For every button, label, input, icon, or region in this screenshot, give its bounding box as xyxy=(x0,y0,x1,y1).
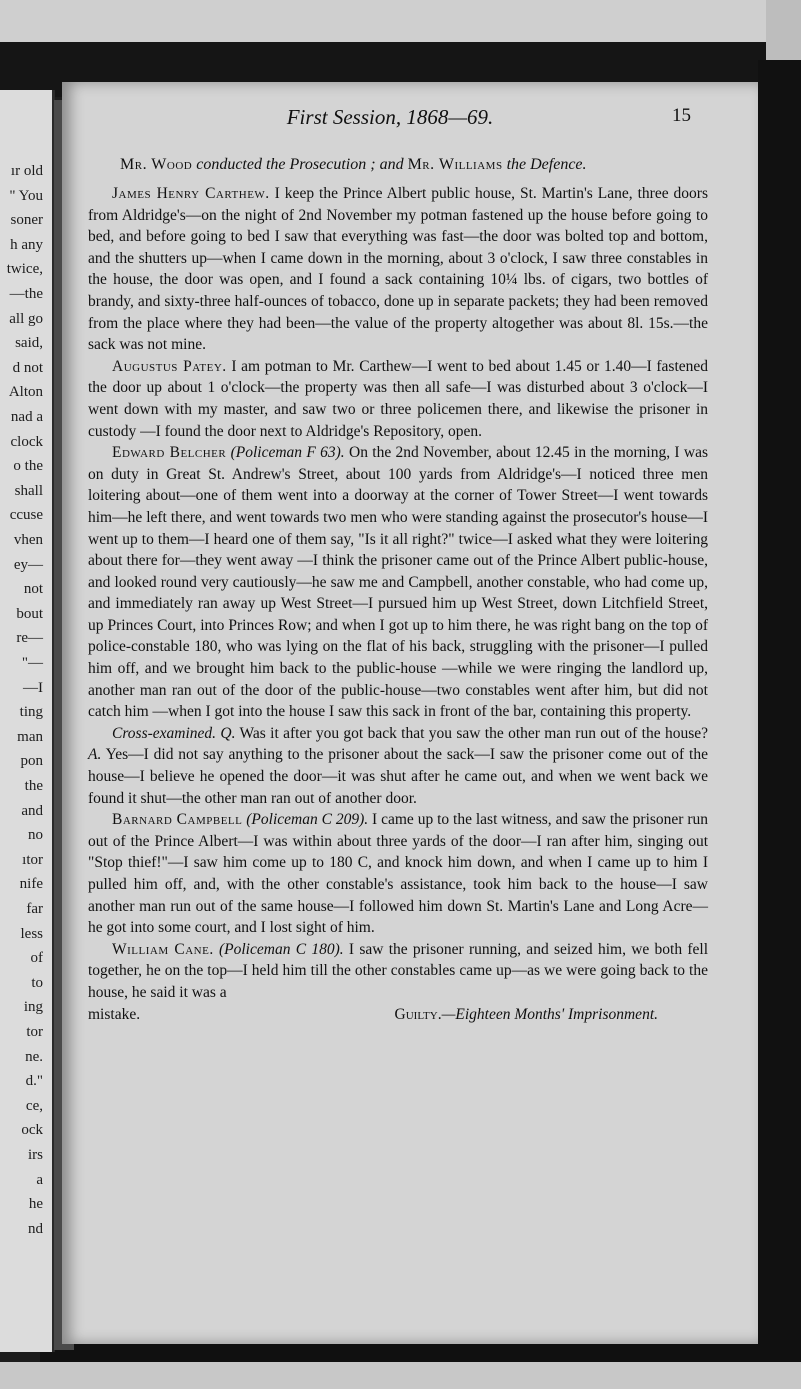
answer-marker: A. xyxy=(88,746,102,764)
cross-examined-label: Cross-examined. xyxy=(112,724,217,742)
facing-page-text: the xyxy=(24,778,43,794)
question-text: Was it after you got back that you saw the other man run out of the house? xyxy=(239,724,708,742)
defence-counsel: Mr. Williams xyxy=(407,156,503,173)
facing-page-text: o the xyxy=(13,458,43,475)
scan-right-shadow xyxy=(758,60,801,1360)
facing-page-text: bout xyxy=(16,605,43,622)
speaker-name: Edward Belcher xyxy=(112,444,227,462)
scan-bottom-margin xyxy=(0,1362,801,1389)
facing-page-text: ce, xyxy=(25,1097,43,1114)
facing-page-text: ır old xyxy=(10,163,43,179)
facing-page-text: ting xyxy=(19,704,43,721)
facing-page-text: ey— xyxy=(13,556,43,573)
verdict-sentence: —Eighteen Months' Imprisonment. xyxy=(441,1005,658,1023)
verdict xyxy=(395,1004,708,1026)
testimony-carthew xyxy=(88,183,708,356)
facing-page-text: clock xyxy=(10,433,43,450)
facing-page-text: he xyxy=(28,1196,43,1213)
facing-page-text: shall xyxy=(14,482,43,499)
facing-page-text: nife xyxy=(19,876,43,893)
facing-page-text: ing xyxy=(23,999,43,1016)
testimony-text: I keep the Prince Albert public house, St. Martin's Lane, three doors from Aldridge's—on the night of 2nd November my potman fastened up the house before going to bed, and before going to bed I saw that everything was fast—the door was bolted top and bottom, and the shutters up—when I came down in the morning, about 3 o'clock, I saw three constables in the house, the door was open, and I found a sack containing 10¼ lbs. of cigars, two bottles of brandy, and sixty-three half-ounces of tobacco, done up in separate packets; they had been removed from the place where they had been—the value of the property altogether was about 8l. 15s.—the sack was not mine. xyxy=(88,185,709,354)
facing-page-text: ıtor xyxy=(22,851,43,868)
facing-page-text: not xyxy=(23,581,43,598)
facing-page-text: Alton xyxy=(8,384,43,401)
speaker-role: (Policeman C 180). xyxy=(219,940,344,958)
testimony-patey xyxy=(88,356,708,442)
facing-page-text: no xyxy=(28,827,43,844)
facing-page-text: " You xyxy=(9,187,43,204)
answer-text: Yes—I did not say anything to the prisoner about the sack—I saw the prisoner come out of the house—I believe he opened the door—it was shut after he came out, and when we went back we found it shut—the other man ran out of another door. xyxy=(88,746,708,807)
speaker-role: (Policeman C 209). xyxy=(246,811,369,829)
facing-page-text: tor xyxy=(26,1024,43,1040)
testimony-text: On the 2nd November, about 12.45 in the morning, I was on duty in Great St. Andrew's Street, about 100 yards from Aldridge's—I noticed three men loitering about—one of them went into a doorway at the corner of Tower Street—I went towards him—he left there, and went towards two men who were standing against the prosecutor's house—I went up to them—I heard one of them say, "Is it all right?" twice—I asked what they were loitering about there for—they went away —I think the prisoner came out of the Prince Albert public-house, and looked round very cautiously—he saw me and Campbell, another constable, who had come up, and immediately ran away up West Street—I pursued him up West Street, down Litchfield Street, up Princes Court, into Princes Row; and when I got up to him there, he was right bang on the top of police-constable 180, who was lying on the flat of his back, struggling with the prisoner—I pulled him off, and we brought him back to the public-house —while we were ringing the landlord up, another man ran out of the door of the public-house—two constables went after him, but did not catch him —when I got into the house I saw this sack in front of the bar, containing this property. xyxy=(88,444,709,721)
speaker-name: Barnard Campbell xyxy=(112,811,243,829)
facing-page-text: nd xyxy=(28,1220,43,1237)
testimony-cane xyxy=(88,939,708,1004)
speaker-role: (Policeman F 63). xyxy=(230,444,345,462)
facing-page-text: and xyxy=(21,802,43,819)
page-number: 15 xyxy=(672,105,691,126)
defence-text: the Defence. xyxy=(506,156,587,173)
testimony-campbell xyxy=(88,809,708,939)
facing-page-text: to xyxy=(31,974,43,991)
facing-page-text: all go xyxy=(9,310,43,327)
facing-page-text: said, xyxy=(15,335,43,352)
testimony-text: I came up to the last witness, and saw the prisoner run out of the Prince Albert—I was within about three yards of the door—I ran after him, singing out "Stop thief!"—I saw him come up to 180 C, and knock him down, and when I came up to him I pulled him off, and, with the other constable's assistance, took him back to the house—I saw another man run out of the same house—I followed him down St. Martin's Lane and Long Acre—he got into some court, and I lost sight of him. xyxy=(88,811,709,937)
facing-page-text: man xyxy=(17,728,43,745)
prosecution-text: conducted the Prosecution ; xyxy=(196,156,376,173)
facing-page-text: —the xyxy=(9,286,43,302)
facing-page-text: d." xyxy=(25,1073,43,1090)
facing-page-text: d not xyxy=(12,359,43,376)
running-header: First Session, 1868—69. xyxy=(286,105,494,129)
facing-page-text: far xyxy=(26,901,43,917)
counsel-and: and xyxy=(379,156,404,173)
testimony-body xyxy=(88,183,708,1025)
facing-page-text: less xyxy=(20,925,43,942)
facing-page-text: of xyxy=(30,950,43,967)
facing-page-text: a xyxy=(36,1171,43,1188)
testimony-text: I am potman to Mr. Carthew—I went to bed about 1.45 or 1.40—I fastened the door up about 1 o'clock—the property was then all safe—I was disturbed about 3 o'clock—I went down with my master, and saw two or three policemen there, and likewise the prisoner in custody —I found the door next to Aldridge's Repository, open. xyxy=(88,357,709,440)
facing-page-text: —I xyxy=(23,679,43,696)
facing-page-fragment xyxy=(0,90,55,1352)
speaker-name: James Henry Carthew. xyxy=(112,185,270,202)
facing-page-text: twice, xyxy=(6,261,43,278)
testimony-last-word: mistake. xyxy=(88,1005,141,1023)
facing-page-text: ne. xyxy=(25,1048,43,1065)
facing-page-text: irs xyxy=(28,1147,43,1163)
testimony-text: I saw the prisoner running, and seized him, we both fell together, he on the top—I held him till the other constables came up—as we were going back to the house, he said it was a xyxy=(88,940,709,1001)
counsel-line xyxy=(120,156,720,174)
prosecution-counsel: Mr. Wood xyxy=(120,156,193,173)
facing-page-text: vhen xyxy=(13,532,43,548)
facing-page-text: ock xyxy=(21,1122,43,1139)
facing-page-text: pon xyxy=(20,753,43,770)
facing-page-text: nad a xyxy=(10,409,43,425)
verdict-row xyxy=(88,1004,708,1026)
question-marker: Q. xyxy=(220,724,236,742)
facing-page-text: re— xyxy=(16,630,43,647)
testimony-belcher xyxy=(88,442,708,723)
cross-examination xyxy=(88,723,708,809)
facing-page-text: "— xyxy=(21,655,43,671)
verdict-label: Guilty. xyxy=(394,1005,442,1023)
facing-page-text: ccuse xyxy=(9,507,43,524)
speaker-name: Augustus Patey. xyxy=(112,357,227,375)
facing-page-text: soner xyxy=(10,212,43,229)
facing-page-text: h any xyxy=(10,236,43,253)
speaker-name: William Cane. xyxy=(112,940,214,958)
